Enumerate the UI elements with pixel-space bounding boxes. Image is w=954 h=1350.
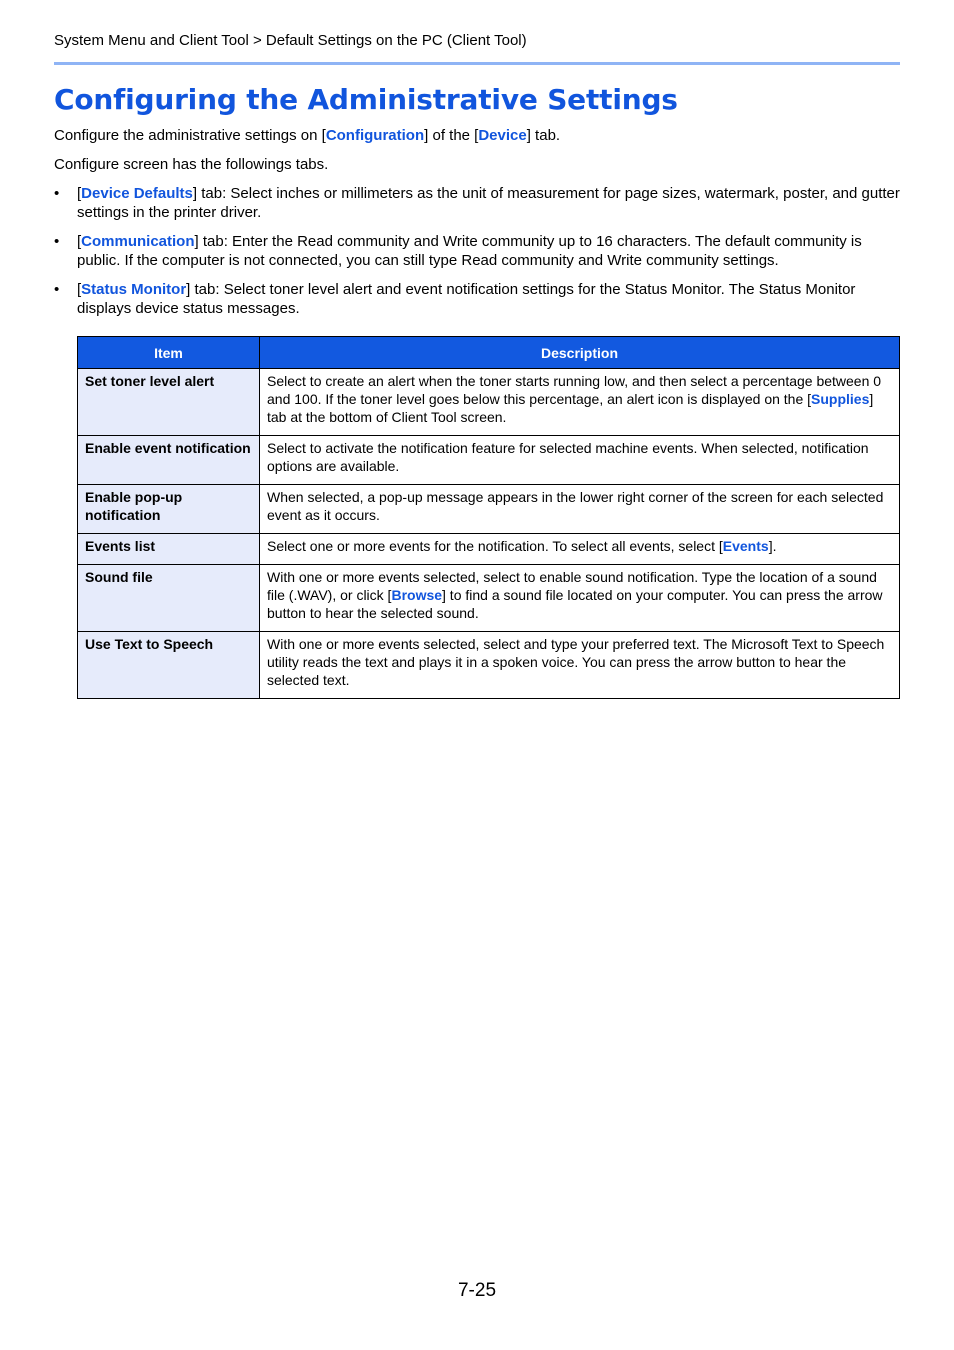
item-cell: Sound file [78, 565, 260, 632]
intro-text: ] tab. [526, 127, 561, 144]
page-number: 7-25 [457, 1280, 497, 1301]
bullet-item-status-monitor [54, 280, 900, 318]
open-bracket: [ [77, 185, 82, 202]
item-cell: Use Text to Speech [78, 632, 260, 699]
description-text: ] to find a sound file located on your computer. You can press the arrow button to hear the selected sound. [267, 587, 883, 621]
table-row [78, 436, 900, 485]
configuration-link[interactable]: Configuration [325, 127, 425, 144]
description-cell [260, 436, 900, 485]
description-text: When selected, a pop-up message appears in the lower right corner of the screen for each selected event as it occurs. [267, 489, 884, 523]
description-text: Select to create an alert when the toner starts running low, and then select a percentage between 0 and 100. If the toner level goes below this percentage, an alert icon is displayed on the [ [267, 373, 882, 407]
table-row [78, 485, 900, 534]
page-title: Configuring the Administrative Settings [54, 83, 678, 116]
description-text: Select to activate the notification feature for selected machine events. When selected, notification options are available. [267, 440, 869, 474]
events-link[interactable]: Events [722, 538, 769, 554]
description-cell [260, 369, 900, 436]
intro-text: Configure the administrative settings on [ [54, 127, 326, 144]
bullet-icon: • [54, 281, 60, 298]
item-cell: Enable pop-up notification [78, 485, 260, 534]
column-header-item: Item [78, 337, 260, 369]
bullet-description: ] tab: Select inches or millimeters as the unit of measurement for page sizes, watermark, poster, and gutter settings in the printer driver. [77, 185, 900, 221]
table-header-row [78, 337, 900, 369]
description-text: ] tab at the bottom of Client Tool screen. [267, 391, 874, 425]
communication-link[interactable]: Communication [81, 233, 195, 250]
column-header-description: Description [260, 337, 900, 369]
status-monitor-link[interactable]: Status Monitor [81, 281, 187, 298]
table-row [78, 369, 900, 436]
device-defaults-link[interactable]: Device Defaults [81, 185, 193, 202]
description-text: With one or more events selected, select and type your preferred text. The Microsoft Text to Speech utility reads the text and plays it in a spoken voice. You can press the arrow button to hear the selected text. [267, 636, 885, 688]
bullet-description: ] tab: Select toner level alert and event notification settings for the Status Monitor. The Status Monitor displays device status messages. [77, 281, 856, 317]
bullet-item-communication [54, 232, 900, 270]
header-divider [54, 62, 900, 65]
bullet-item-device-defaults [54, 184, 900, 222]
bullet-icon: • [54, 233, 60, 250]
device-link[interactable]: Device [478, 127, 527, 144]
item-cell: Enable event notification [78, 436, 260, 485]
bullet-text [77, 184, 900, 222]
bullet-description: ] tab: Enter the Read community and Write community up to 16 characters. The default community is public. If the computer is not connected, you can still type Read community and Write community settings. [77, 233, 862, 269]
bullet-text [77, 232, 900, 270]
description-text: ]. [768, 538, 777, 554]
description-cell [260, 534, 900, 565]
description-cell [260, 565, 900, 632]
intro-paragraph [54, 126, 900, 145]
description-cell [260, 485, 900, 534]
table-row [78, 565, 900, 632]
supplies-link[interactable]: Supplies [811, 391, 870, 407]
breadcrumb: System Menu and Client Tool > Default Settings on the PC (Client Tool) [54, 32, 527, 49]
item-cell: Events list [78, 534, 260, 565]
table-row [78, 534, 900, 565]
open-bracket: [ [77, 281, 82, 298]
settings-table [77, 336, 900, 699]
intro-text: ] of the [ [424, 127, 479, 144]
bullet-text [77, 280, 900, 318]
tabs-intro-paragraph: Configure screen has the followings tabs. [54, 156, 329, 173]
description-cell [260, 632, 900, 699]
open-bracket: [ [77, 233, 82, 250]
table-row [78, 632, 900, 699]
description-text: Select one or more events for the notification. To select all events, select [ [267, 538, 723, 554]
item-cell: Set toner level alert [78, 369, 260, 436]
description-text: With one or more events selected, select to enable sound notification. Type the location of a sound file (.WAV), or click [ [267, 569, 877, 603]
browse-link[interactable]: Browse [391, 587, 443, 603]
bullet-icon: • [54, 185, 60, 202]
